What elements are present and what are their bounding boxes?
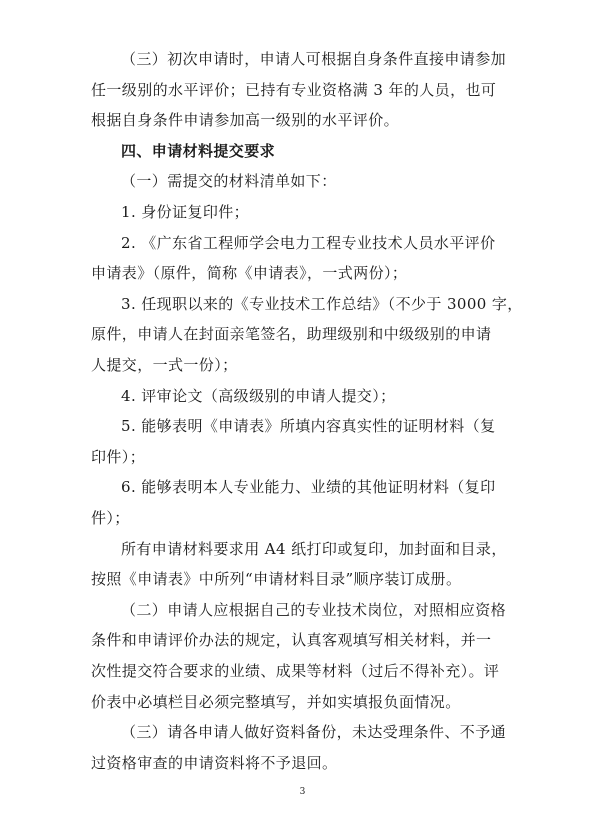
list-item-continuation: 人提交，一式一份）； <box>91 356 238 374</box>
list-item-continuation: 印件）； <box>91 448 146 466</box>
list-item-continuation: 原件，申请人在封面亲笔签名，助理级别和中级级别的申请 <box>91 325 492 343</box>
page-number: 3 <box>299 787 306 797</box>
list-item: 4. 评审论文（高级级别的申请人提交）； <box>121 387 396 405</box>
paragraph-line: （一）需提交的材料清单如下： <box>121 172 337 190</box>
paragraph-line: （二）申请人应根据自己的专业技术岗位，对照相应资格 <box>121 601 507 619</box>
section-heading: 四、申请材料提交要求 <box>121 142 276 160</box>
paragraph-line: 按照《申请表》中所列“申请材料目录”顺序装订成册。 <box>91 570 462 588</box>
list-item: 3. 任现职以来的《专业技术工作总结》（不少于 3000 字， <box>121 295 523 313</box>
list-item: 1. 身份证复印件； <box>121 203 250 221</box>
paragraph-line: 次性提交符合要求的业绩、成果等材料（过后不得补充）。评 <box>91 662 500 680</box>
list-item: 6. 能够表明本人专业能力、业绩的其他证明材料（复印 <box>121 478 496 496</box>
list-item: 5. 能够表明《申请表》所填内容真实性的证明材料（复 <box>121 417 496 435</box>
paragraph-line: 根据自身条件申请参加高一级别的水平评价。 <box>91 111 400 129</box>
list-item: 2. 《广东省工程师学会电力工程专业技术人员水平评价 <box>121 234 496 252</box>
paragraph-line: 价表中必填栏目必须完整填写，并如实填报负面情况。 <box>91 693 461 711</box>
paragraph-line: （三）初次申请时，申请人可根据自身条件直接申请参加 <box>121 50 507 68</box>
paragraph-line: （三）请各申请人做好资料备份，未达受理条件、不予通 <box>121 723 507 741</box>
paragraph-line: 过资格审查的申请资料将不予退回。 <box>91 754 338 772</box>
list-item-continuation: 件）； <box>91 509 130 527</box>
paragraph-line: 任一级别的水平评价；已持有专业资格满 3 年的人员，也可 <box>91 81 497 99</box>
paragraph-line: 所有申请材料要求用 A4 纸打印或复印，加封面和目录， <box>121 540 507 558</box>
paragraph-line: 条件和申请评价办法的规定，认真客观填写相关材料，并一 <box>91 631 492 649</box>
list-item-continuation: 申请表》（原件，简称《申请表》，一式两份）； <box>91 264 408 282</box>
